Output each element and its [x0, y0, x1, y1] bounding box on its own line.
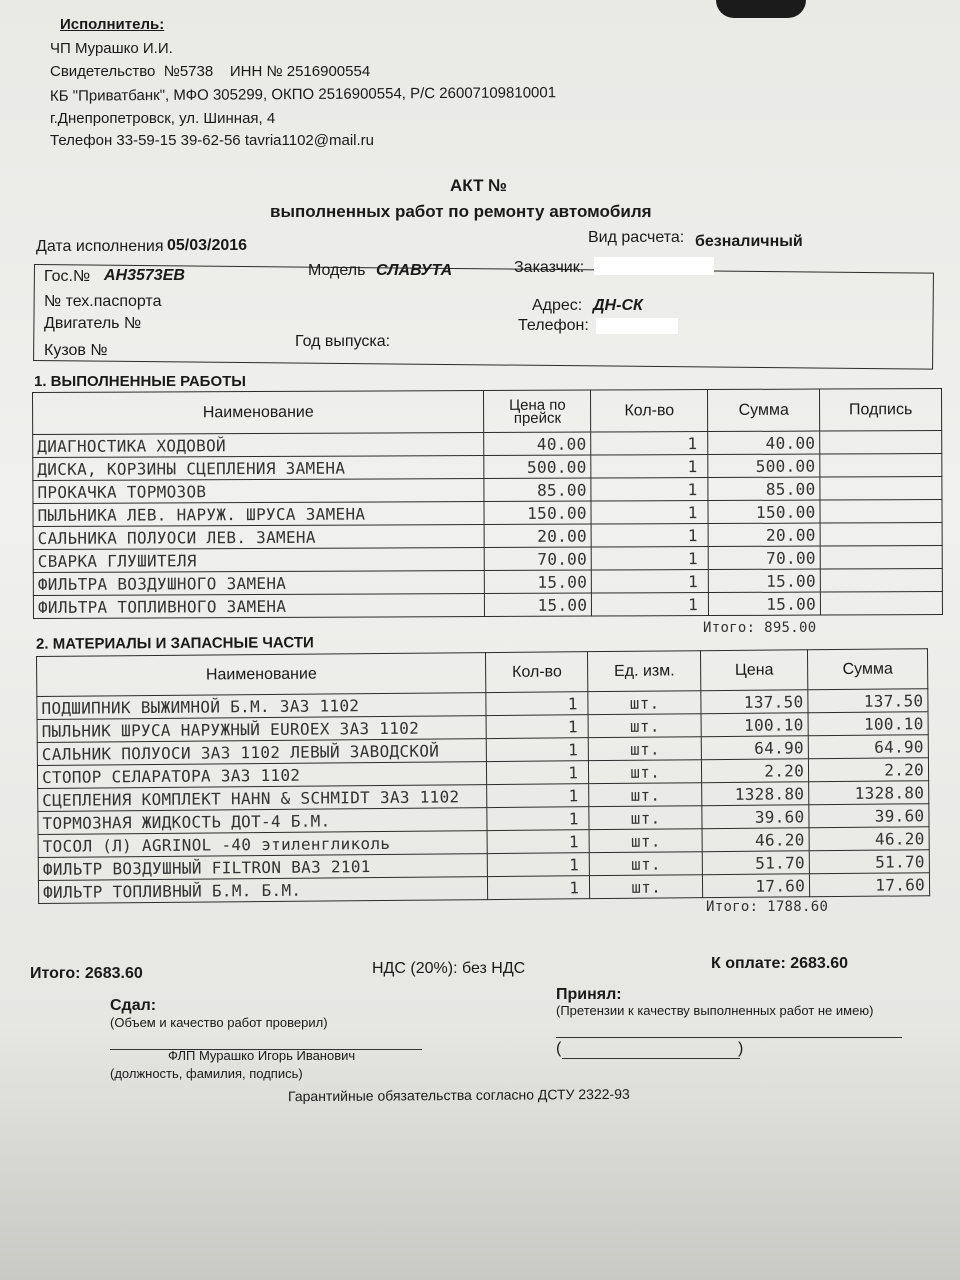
executor-heading: Исполнитель: — [60, 16, 165, 33]
work-qty: 1 — [592, 593, 709, 617]
work-signature — [820, 592, 942, 616]
material-unit: шт. — [588, 737, 701, 761]
work-qty: 1 — [591, 478, 708, 502]
act-subtitle: выполненных работ по ремонту автомобиля — [270, 202, 652, 221]
to-pay: К оплате: 2683.60 — [711, 955, 849, 972]
works-col-price: Цена по прейск — [484, 390, 591, 432]
works-col-signature: Подпись — [820, 389, 942, 432]
material-name: САЛЬНИК ПОЛУОСИ ЗАЗ 1102 ЛЕВЫЙ ЗАВОДСКОЙ — [37, 739, 487, 766]
work-signature — [820, 569, 942, 593]
work-sum: 500.00 — [708, 454, 820, 477]
work-qty: 1 — [592, 570, 709, 594]
work-name: ФИЛЬТРА ВОЗДУШНОГО ЗАМЕНА — [33, 571, 484, 596]
work-name: ПЫЛЬНИКА ЛЕВ. НАРУЖ. ШРУСА ЗАМЕНА — [33, 502, 484, 527]
work-price: 70.00 — [485, 547, 592, 570]
work-sum: 15.00 — [709, 592, 821, 615]
material-name: ТОСОЛ (Л) AGRINOL -40 этиленгликоль — [38, 831, 488, 858]
material-name: ПОДШИПНИК ВЫЖИМНОЙ Б.М. ЗАЗ 1102 — [37, 693, 487, 720]
material-unit: шт. — [589, 783, 702, 807]
footer-warranty: Гарантийные обязательства согласно ДСТУ 2322-93 — [287, 1085, 630, 1105]
work-qty: 1 — [591, 524, 708, 548]
work-name: САЛЬНИКА ПОЛУОСИ ЛЕВ. ЗАМЕНА — [33, 525, 484, 550]
work-signature — [820, 477, 942, 501]
material-unit: шт. — [589, 829, 702, 853]
material-price: 137.50 — [701, 690, 808, 714]
executor-certificate: Свидетельство №5738 ИНН № 2516900554 — [50, 63, 371, 80]
work-name: ДИАГНОСТИКА ХОДОВОЙ — [33, 433, 484, 458]
date-value: 05/03/2016 — [167, 237, 248, 254]
material-unit: шт. — [589, 806, 702, 830]
vat-note: НДС (20%): без НДС — [372, 960, 526, 977]
material-unit: шт. — [590, 875, 703, 899]
material-price: 51.70 — [702, 851, 809, 875]
materials-heading: 2. МАТЕРИАЛЫ И ЗАПАСНЫЕ ЧАСТИ — [35, 634, 314, 653]
model-value: СЛАВУТА — [376, 262, 453, 279]
materials-col-qty: Кол-во — [486, 652, 588, 693]
accepted-close-paren: ) — [738, 1040, 744, 1057]
work-sum: 85.00 — [708, 477, 820, 500]
work-qty: 1 — [591, 547, 708, 571]
material-name: ФИЛЬТР ТОПЛИВНЫЙ Б.М. Б.М. — [38, 877, 488, 904]
materials-col-sum: Сумма — [808, 649, 928, 690]
handed-note: (Объем и качество работ проверил) — [110, 1015, 328, 1030]
work-signature — [820, 454, 942, 478]
works-col-sum: Сумма — [708, 389, 820, 431]
material-unit: шт. — [588, 714, 701, 738]
work-signature — [820, 523, 942, 547]
accepted-line-2 — [562, 1058, 740, 1059]
work-price: 85.00 — [484, 478, 591, 501]
material-qty: 1 — [487, 830, 589, 854]
materials-total: Итого: 1788.60 — [706, 899, 829, 915]
works-col-name: Наименование — [33, 391, 485, 435]
handed-label: Сдал: — [110, 997, 157, 1014]
work-name: ФИЛЬТРА ТОПЛИВНОГО ЗАМЕНА — [33, 594, 484, 619]
material-unit: шт. — [590, 852, 703, 876]
material-qty: 1 — [486, 692, 588, 716]
handed-name: ФЛП Мурашко Игорь Иванович — [168, 1048, 356, 1063]
material-sum: 100.10 — [808, 712, 928, 736]
work-signature — [820, 500, 942, 524]
material-name: ФИЛЬТР ВОЗДУШНЫЙ FILTRON ВАЗ 2101 — [38, 854, 488, 881]
material-price: 2.20 — [702, 759, 809, 783]
passport-label: № тех.паспорта — [44, 293, 162, 310]
address-value: ДН-СК — [593, 297, 643, 314]
customer-label: Заказчик: — [514, 259, 585, 276]
work-name: ПРОКАЧКА ТОРМОЗОВ — [33, 479, 484, 504]
material-name: ПЫЛЬНИК ШРУСА НАРУЖНЫЙ EUROEX ЗАЗ 1102 — [37, 716, 487, 743]
work-qty: 1 — [591, 432, 708, 456]
executor-name: ЧП Мурашко И.И. — [50, 40, 173, 57]
material-unit: шт. — [588, 691, 701, 715]
material-price: 1328.80 — [702, 782, 809, 806]
material-sum: 64.90 — [808, 735, 928, 759]
executor-bank: КБ "Приватбанк", МФО 305299, ОКПО 2516900554, Р/С 26007109810001 — [49, 84, 557, 105]
work-price: 40.00 — [484, 432, 591, 455]
work-price: 15.00 — [485, 570, 592, 593]
work-qty: 1 — [591, 455, 708, 479]
works-heading: 1. ВЫПОЛНЕННЫЕ РАБОТЫ — [34, 373, 246, 390]
address-label: Адрес: — [532, 297, 583, 314]
customer-redaction — [594, 257, 714, 275]
material-name: СТОПОР СЕЛАРАТОРА ЗАЗ 1102 — [37, 762, 487, 789]
accepted-line-1 — [556, 1037, 902, 1038]
work-qty: 1 — [591, 501, 708, 525]
work-sum: 15.00 — [708, 569, 820, 592]
material-sum: 137.50 — [808, 689, 928, 713]
materials-col-name: Наименование — [37, 653, 487, 697]
material-sum: 51.70 — [809, 850, 929, 874]
handed-caption: (должность, фамилия, подпись) — [110, 1066, 303, 1081]
executor-address: г.Днепропетровск, ул. Шинная, 4 — [50, 110, 276, 127]
material-price: 17.60 — [703, 874, 810, 898]
year-label: Год выпуска: — [295, 333, 391, 350]
plate-label: Гос.№ — [44, 268, 91, 285]
materials-col-unit: Ед. изм. — [588, 651, 701, 692]
work-price: 20.00 — [484, 524, 591, 547]
material-name: СЦЕПЛЕНИЯ КОМПЛЕКТ HAHN & SCHMIDT ЗАЗ 1102 — [38, 785, 488, 812]
material-qty: 1 — [487, 738, 589, 762]
material-sum: 17.60 — [809, 873, 929, 897]
material-sum: 1328.80 — [809, 781, 929, 805]
work-sum: 40.00 — [708, 431, 820, 454]
work-price: 500.00 — [484, 455, 591, 478]
material-sum: 2.20 — [808, 758, 928, 782]
works-table — [32, 388, 943, 619]
body-label: Кузов № — [44, 342, 108, 359]
material-qty: 1 — [487, 761, 589, 785]
act-title: АКТ № — [450, 176, 508, 195]
work-signature — [820, 431, 942, 455]
model-label: Модель — [308, 262, 366, 279]
engine-label: Двигатель № — [44, 315, 142, 332]
accepted-label: Принял: — [556, 986, 622, 1003]
work-signature — [820, 546, 942, 570]
work-sum: 20.00 — [708, 523, 820, 546]
accepted-note: (Претензии к качеству выполненных работ не имею) — [556, 1003, 874, 1018]
material-qty: 1 — [488, 876, 590, 900]
material-price: 64.90 — [701, 736, 808, 760]
material-qty: 1 — [487, 807, 589, 831]
work-price: 150.00 — [484, 501, 591, 524]
material-qty: 1 — [486, 715, 588, 739]
accepted-open-paren: ( — [556, 1040, 562, 1057]
material-sum: 46.20 — [809, 827, 929, 851]
material-qty: 1 — [487, 784, 589, 808]
material-price: 39.60 — [702, 805, 809, 829]
phone-label: Телефон: — [518, 317, 589, 334]
executor-phone: Телефон 33-59-15 39-62-56 tavria1102@mail.ru — [50, 132, 374, 149]
materials-col-price: Цена — [701, 650, 808, 691]
plate-value: АН3573ЕВ — [104, 267, 185, 284]
dark-corner — [716, 0, 806, 18]
works-col-qty: Кол-во — [591, 390, 708, 433]
work-sum: 150.00 — [708, 500, 820, 523]
grand-total: Итого: 2683.60 — [30, 965, 143, 982]
phone-redaction — [596, 318, 678, 334]
material-unit: шт. — [589, 760, 702, 784]
materials-table — [36, 648, 930, 904]
material-price: 100.10 — [701, 713, 808, 737]
material-qty: 1 — [488, 853, 590, 877]
work-price: 15.00 — [485, 593, 592, 616]
work-name: ДИСКА, КОРЗИНЫ СЦЕПЛЕНИЯ ЗАМЕНА — [33, 456, 484, 481]
work-sum: 70.00 — [708, 546, 820, 569]
works-total: Итого: 895.00 — [703, 620, 817, 636]
works-header-row — [33, 389, 942, 435]
date-label: Дата исполнения — [36, 238, 164, 255]
work-name: СВАРКА ГЛУШИТЕЛЯ — [33, 548, 484, 573]
material-price: 46.20 — [702, 828, 809, 852]
payment-label: Вид расчета: — [588, 229, 685, 246]
payment-value: безналичный — [695, 233, 803, 250]
material-name: ТОРМОЗНАЯ ЖИДКОСТЬ ДОТ-4 Б.М. — [38, 808, 488, 835]
works-row — [33, 592, 942, 619]
material-sum: 39.60 — [809, 804, 929, 828]
